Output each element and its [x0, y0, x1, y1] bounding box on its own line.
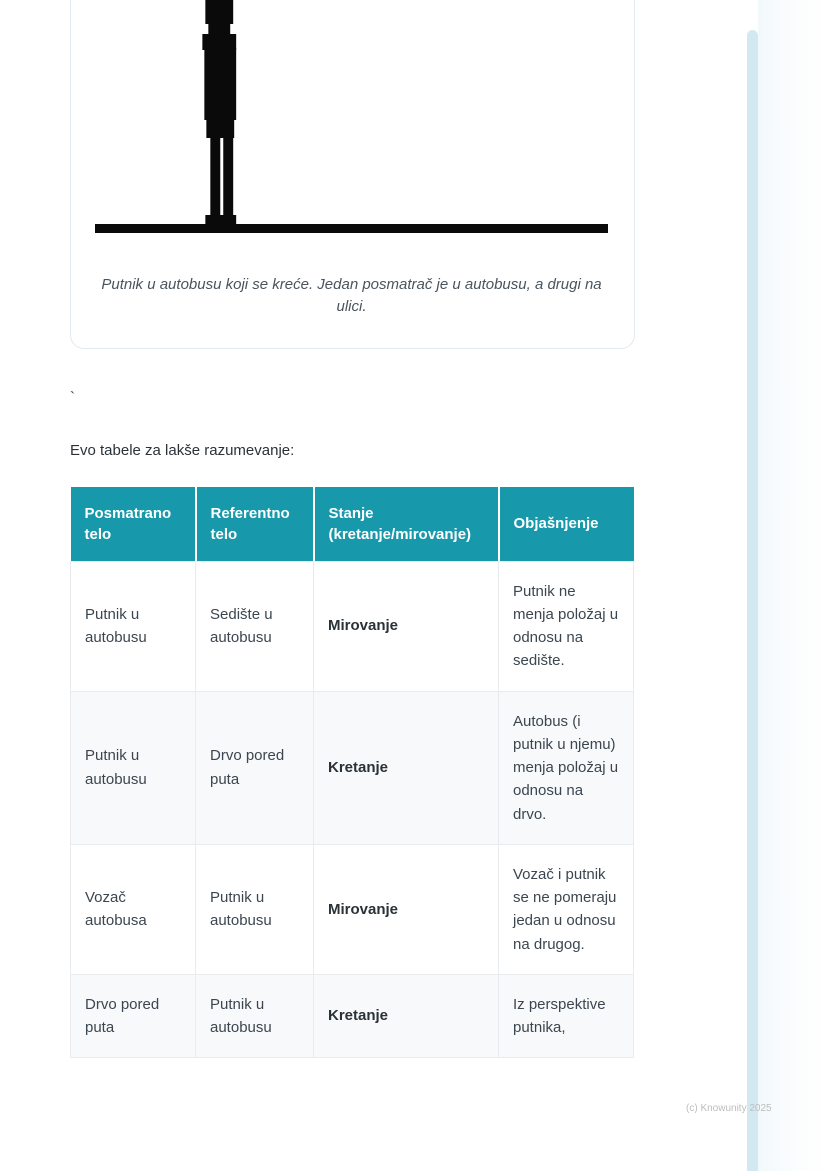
standing-person-icon [95, 0, 608, 250]
page-content [70, 0, 635, 1058]
table-row [71, 974, 634, 1058]
knowunity-watermark: (c) Knowunity 2025 [686, 1103, 772, 1114]
comparison-table [70, 487, 634, 1059]
table-row [71, 844, 634, 974]
stray-character: ` [70, 388, 75, 406]
table-row [71, 561, 634, 691]
table-cell-posmatrano: Putnik u autobusu [71, 691, 196, 844]
table-cell-objasnjenje: Iz perspektive putnika, [499, 974, 634, 1058]
table-cell-objasnjenje: Autobus (i putnik u njemu) menja položaj u odnosu na drvo. [499, 691, 634, 844]
table-row [71, 691, 634, 844]
table-cell-referentno: Drvo pored puta [196, 691, 314, 844]
table-cell-stanje: Kretanje [314, 974, 499, 1058]
table-header-row [71, 487, 634, 562]
table-cell-stanje: Mirovanje [314, 844, 499, 974]
scrollbar[interactable] [747, 30, 758, 1171]
table-cell-objasnjenje: Vozač i putnik se ne pomeraju jedan u odnosu na drugog. [499, 844, 634, 974]
right-margin-background [758, 0, 828, 1171]
table-body [71, 561, 634, 1058]
table-cell-objasnjenje: Putnik ne menja položaj u odnosu na sedište. [499, 561, 634, 691]
table-header-stanje: Stanje (kretanje/mirovanje) [314, 487, 499, 562]
table-cell-posmatrano: Vozač autobusa [71, 844, 196, 974]
table-header-objasnjenje: Objašnjenje [499, 487, 634, 562]
table-cell-stanje: Mirovanje [314, 561, 499, 691]
figure-image [95, 0, 608, 250]
table-header-referentno-telo: Referentno telo [196, 487, 314, 562]
table-cell-referentno: Putnik u autobusu [196, 974, 314, 1058]
table-cell-referentno: Sedište u autobusu [196, 561, 314, 691]
table-cell-posmatrano: Drvo pored puta [71, 974, 196, 1058]
table-cell-referentno: Putnik u autobusu [196, 844, 314, 974]
table-cell-stanje: Kretanje [314, 691, 499, 844]
table-cell-posmatrano: Putnik u autobusu [71, 561, 196, 691]
table-header-posmatrano-telo: Posmatrano telo [71, 487, 196, 562]
intro-text: Evo tabele za lakše razumevanje: [70, 441, 295, 459]
figure-card [70, 0, 635, 349]
figure-caption: Putnik u autobusu koji se kreće. Jedan posmatrač je u autobusu, a drugi na ulici. [101, 276, 602, 315]
